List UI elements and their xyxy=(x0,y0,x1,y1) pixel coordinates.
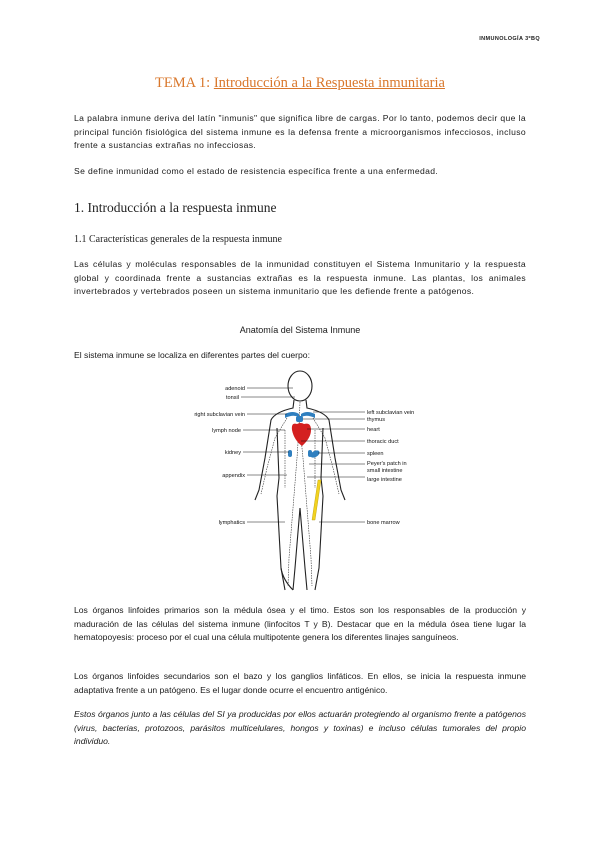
subsection-heading: 1.1 Características generales de la respuesta inmune xyxy=(74,234,282,245)
figure-intro: El sistema inmune se localiza en diferentes partes del cuerpo: xyxy=(74,350,310,360)
section-heading: 1. Introducción a la respuesta inmune xyxy=(74,200,277,215)
label-left-subclavian-vein: left subclavian vein xyxy=(367,410,415,416)
label-peyers-patch: Peyer's patch in xyxy=(367,461,407,467)
label-adenoid: adenoid xyxy=(225,386,245,392)
label-heart: heart xyxy=(367,427,380,433)
label-right-subclavian-vein: right subclavian vein xyxy=(194,412,245,418)
label-bone-marrow: bone marrow xyxy=(367,520,400,526)
label-small-intestine: small intestine xyxy=(367,468,403,474)
title-prefix: TEMA 1: xyxy=(155,75,211,91)
immune-anatomy-figure xyxy=(175,368,425,594)
body-outline xyxy=(255,371,345,590)
label-appendix: appendix xyxy=(222,473,245,479)
section-paragraph-1: Las células y moléculas responsables de la inmunidad constituyen el Sistema Inmunitario y la respuesta global y coordinada frente a sustancias extrañas es la respuesta inmune. Las plantas, los animales invertebrados y vertebrados poseen un sistema inmunitario que les defiende frente a patógenos. xyxy=(74,259,526,297)
intro-paragraph-2: Se define inmunidad como el estado de resistencia específica frente a una enfermedad. xyxy=(74,166,439,176)
label-large-intestine: large intestine xyxy=(367,477,402,483)
section-paragraph-4: Estos órganos junto a las células del SI ya producidas por ellos actuarán protegiendo al organismo frente a patógenos (virus, bacterias, protozoos, parásitos multicelulares, hongos y toxinas) e incluso células tumorales del propio individuo. xyxy=(74,709,526,747)
label-thoracic-duct: thoracic duct xyxy=(367,439,399,445)
title-main: Introducción a la Respuesta inmunitaria xyxy=(213,75,445,91)
label-tonsil: tonsil xyxy=(225,395,239,401)
document-header: INMUNOLOGÍA 3ºBQ xyxy=(479,36,540,42)
intro-paragraph-1: La palabra inmune deriva del latín "inmunis" que significa libre de cargas. Por lo tanto, podemos decir que la principal función fisiológica del sistema inmune es la defensa frente a microorganismos infecciosos, incluso frente a sustancias extrañas no infecciosas. xyxy=(74,113,526,151)
figure-title: Anatomía del Sistema Inmune xyxy=(239,325,361,335)
label-spleen: spleen xyxy=(367,451,384,457)
heart-shape xyxy=(292,423,311,446)
bone-marrow-shape xyxy=(312,480,321,520)
section-paragraph-3: Los órganos linfoides secundarios son el bazo y los ganglios linfáticos. En ellos, se inicia la respuesta inmune adaptativa frente a un patógeno. Es el lugar donde ocurre el encuentro antigénico. xyxy=(74,671,526,695)
page-title xyxy=(0,75,600,92)
label-kidney: kidney xyxy=(224,450,241,456)
label-lymph-node: lymph node xyxy=(212,428,241,434)
leader-lines xyxy=(241,388,365,522)
section-paragraph-2: Los órganos linfoides primarios son la médula ósea y el timo. Estos son los responsables de la producción y maduración de las células del sistema inmune (linfocitos T y B). Destacar que en la médula ósea tiene lugar la hematopoyesis: proceso por el cual una célula multipotente genera los diferentes linajes sanguíneos. xyxy=(74,605,526,643)
label-thymus: thymus xyxy=(367,417,386,423)
label-lymphatics: lymphatics xyxy=(218,520,245,526)
